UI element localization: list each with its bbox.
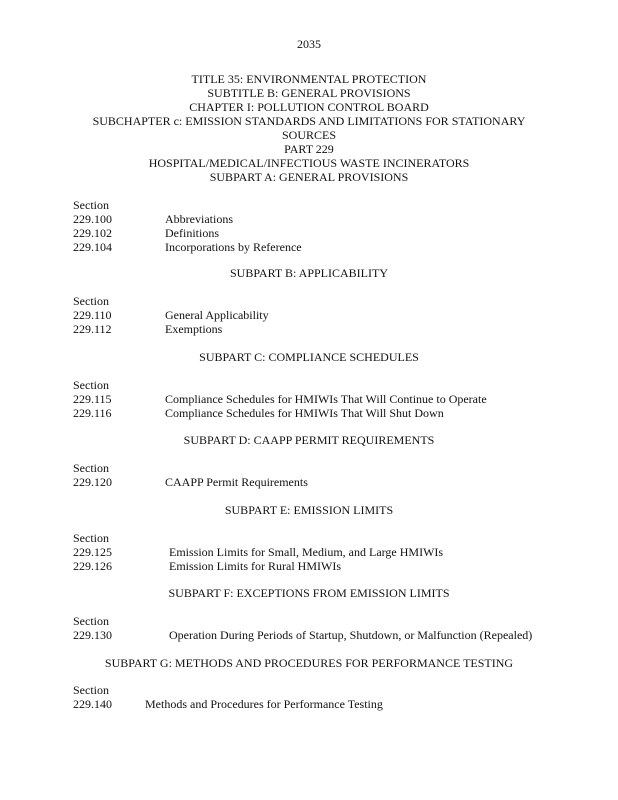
section-row	[73, 392, 573, 406]
subchapter-heading-line1: SUBCHAPTER c: EMISSION STANDARDS AND LIMITATIONS FOR STATIONARY	[92, 114, 526, 128]
section-row	[73, 308, 573, 322]
subtitle-heading: SUBTITLE B: GENERAL PROVISIONS	[207, 86, 411, 100]
subpart-f-heading: SUBPART F: EXCEPTIONS FROM EMISSION LIMITS	[168, 586, 450, 600]
section-number: 229.125	[73, 545, 112, 559]
title-heading: TITLE 35: ENVIRONMENTAL PROTECTION	[191, 72, 427, 86]
section-title: Abbreviations	[165, 212, 233, 226]
subchapter-heading-line2: SOURCES	[281, 128, 337, 142]
section-label: Section	[73, 378, 109, 392]
section-row	[73, 475, 573, 489]
section-number: 229.130	[73, 628, 112, 642]
section-title: Definitions	[165, 226, 219, 240]
section-row	[73, 322, 573, 336]
page-number: 2035	[297, 37, 321, 51]
section-title: Emission Limits for Rural HMIWIs	[169, 559, 341, 573]
section-title: Incorporations by Reference	[165, 240, 302, 254]
section-title: Compliance Schedules for HMIWIs That Will Continue to Operate	[165, 392, 487, 406]
subpart-e-heading: SUBPART E: EMISSION LIMITS	[224, 503, 394, 517]
document-header	[62, 72, 556, 184]
section-label: Section	[73, 461, 109, 475]
part-title-heading: HOSPITAL/MEDICAL/INFECTIOUS WASTE INCINERATORS	[148, 156, 470, 170]
section-number: 229.116	[73, 406, 112, 420]
section-number: 229.112	[73, 322, 112, 336]
section-number: 229.126	[73, 559, 112, 573]
subpart-d-heading: SUBPART D: CAAPP PERMIT REQUIREMENTS	[183, 433, 435, 447]
section-title: Methods and Procedures for Performance Testing	[145, 697, 383, 711]
section-row	[73, 545, 573, 559]
subpart-g-section-list	[73, 683, 573, 711]
subpart-a-section-list	[73, 198, 573, 254]
section-number: 229.120	[73, 475, 112, 489]
section-label: Section	[73, 683, 109, 697]
subpart-c-section-list	[73, 378, 573, 420]
section-title: Operation During Periods of Startup, Shutdown, or Malfunction (Repealed)	[169, 628, 533, 642]
subpart-a-heading: SUBPART A: GENERAL PROVISIONS	[209, 170, 409, 184]
section-title: Exemptions	[165, 322, 223, 336]
section-row	[73, 212, 573, 226]
subpart-b-section-list	[73, 294, 573, 336]
section-row	[73, 240, 573, 254]
section-label: Section	[73, 531, 109, 545]
subpart-c-heading: SUBPART C: COMPLIANCE SCHEDULES	[199, 350, 419, 364]
section-title: Emission Limits for Small, Medium, and Large HMIWIs	[169, 545, 444, 559]
subpart-b-heading: SUBPART B: APPLICABILITY	[230, 266, 388, 280]
section-title: CAAPP Permit Requirements	[165, 475, 308, 489]
section-row	[73, 697, 573, 711]
chapter-heading: CHAPTER I: POLLUTION CONTROL BOARD	[189, 100, 429, 114]
subpart-e-section-list	[73, 531, 573, 573]
subpart-f-section-list	[73, 614, 573, 642]
section-number: 229.102	[73, 226, 112, 240]
subpart-g-heading: SUBPART G: METHODS AND PROCEDURES FOR PERFORMANCE TESTING	[104, 656, 514, 670]
section-row	[73, 226, 573, 240]
section-label: Section	[73, 198, 109, 212]
section-number: 229.115	[73, 392, 112, 406]
section-label: Section	[73, 614, 109, 628]
section-number: 229.140	[73, 697, 112, 711]
section-row	[73, 628, 573, 642]
section-label: Section	[73, 294, 109, 308]
section-title: Compliance Schedules for HMIWIs That Will Shut Down	[165, 406, 444, 420]
section-number: 229.110	[73, 308, 112, 322]
part-heading: PART 229	[284, 142, 334, 156]
section-row	[73, 406, 573, 420]
section-title: General Applicability	[165, 308, 269, 322]
section-number: 229.100	[73, 212, 112, 226]
section-row	[73, 559, 573, 573]
subpart-d-section-list	[73, 461, 573, 489]
section-number: 229.104	[73, 240, 112, 254]
